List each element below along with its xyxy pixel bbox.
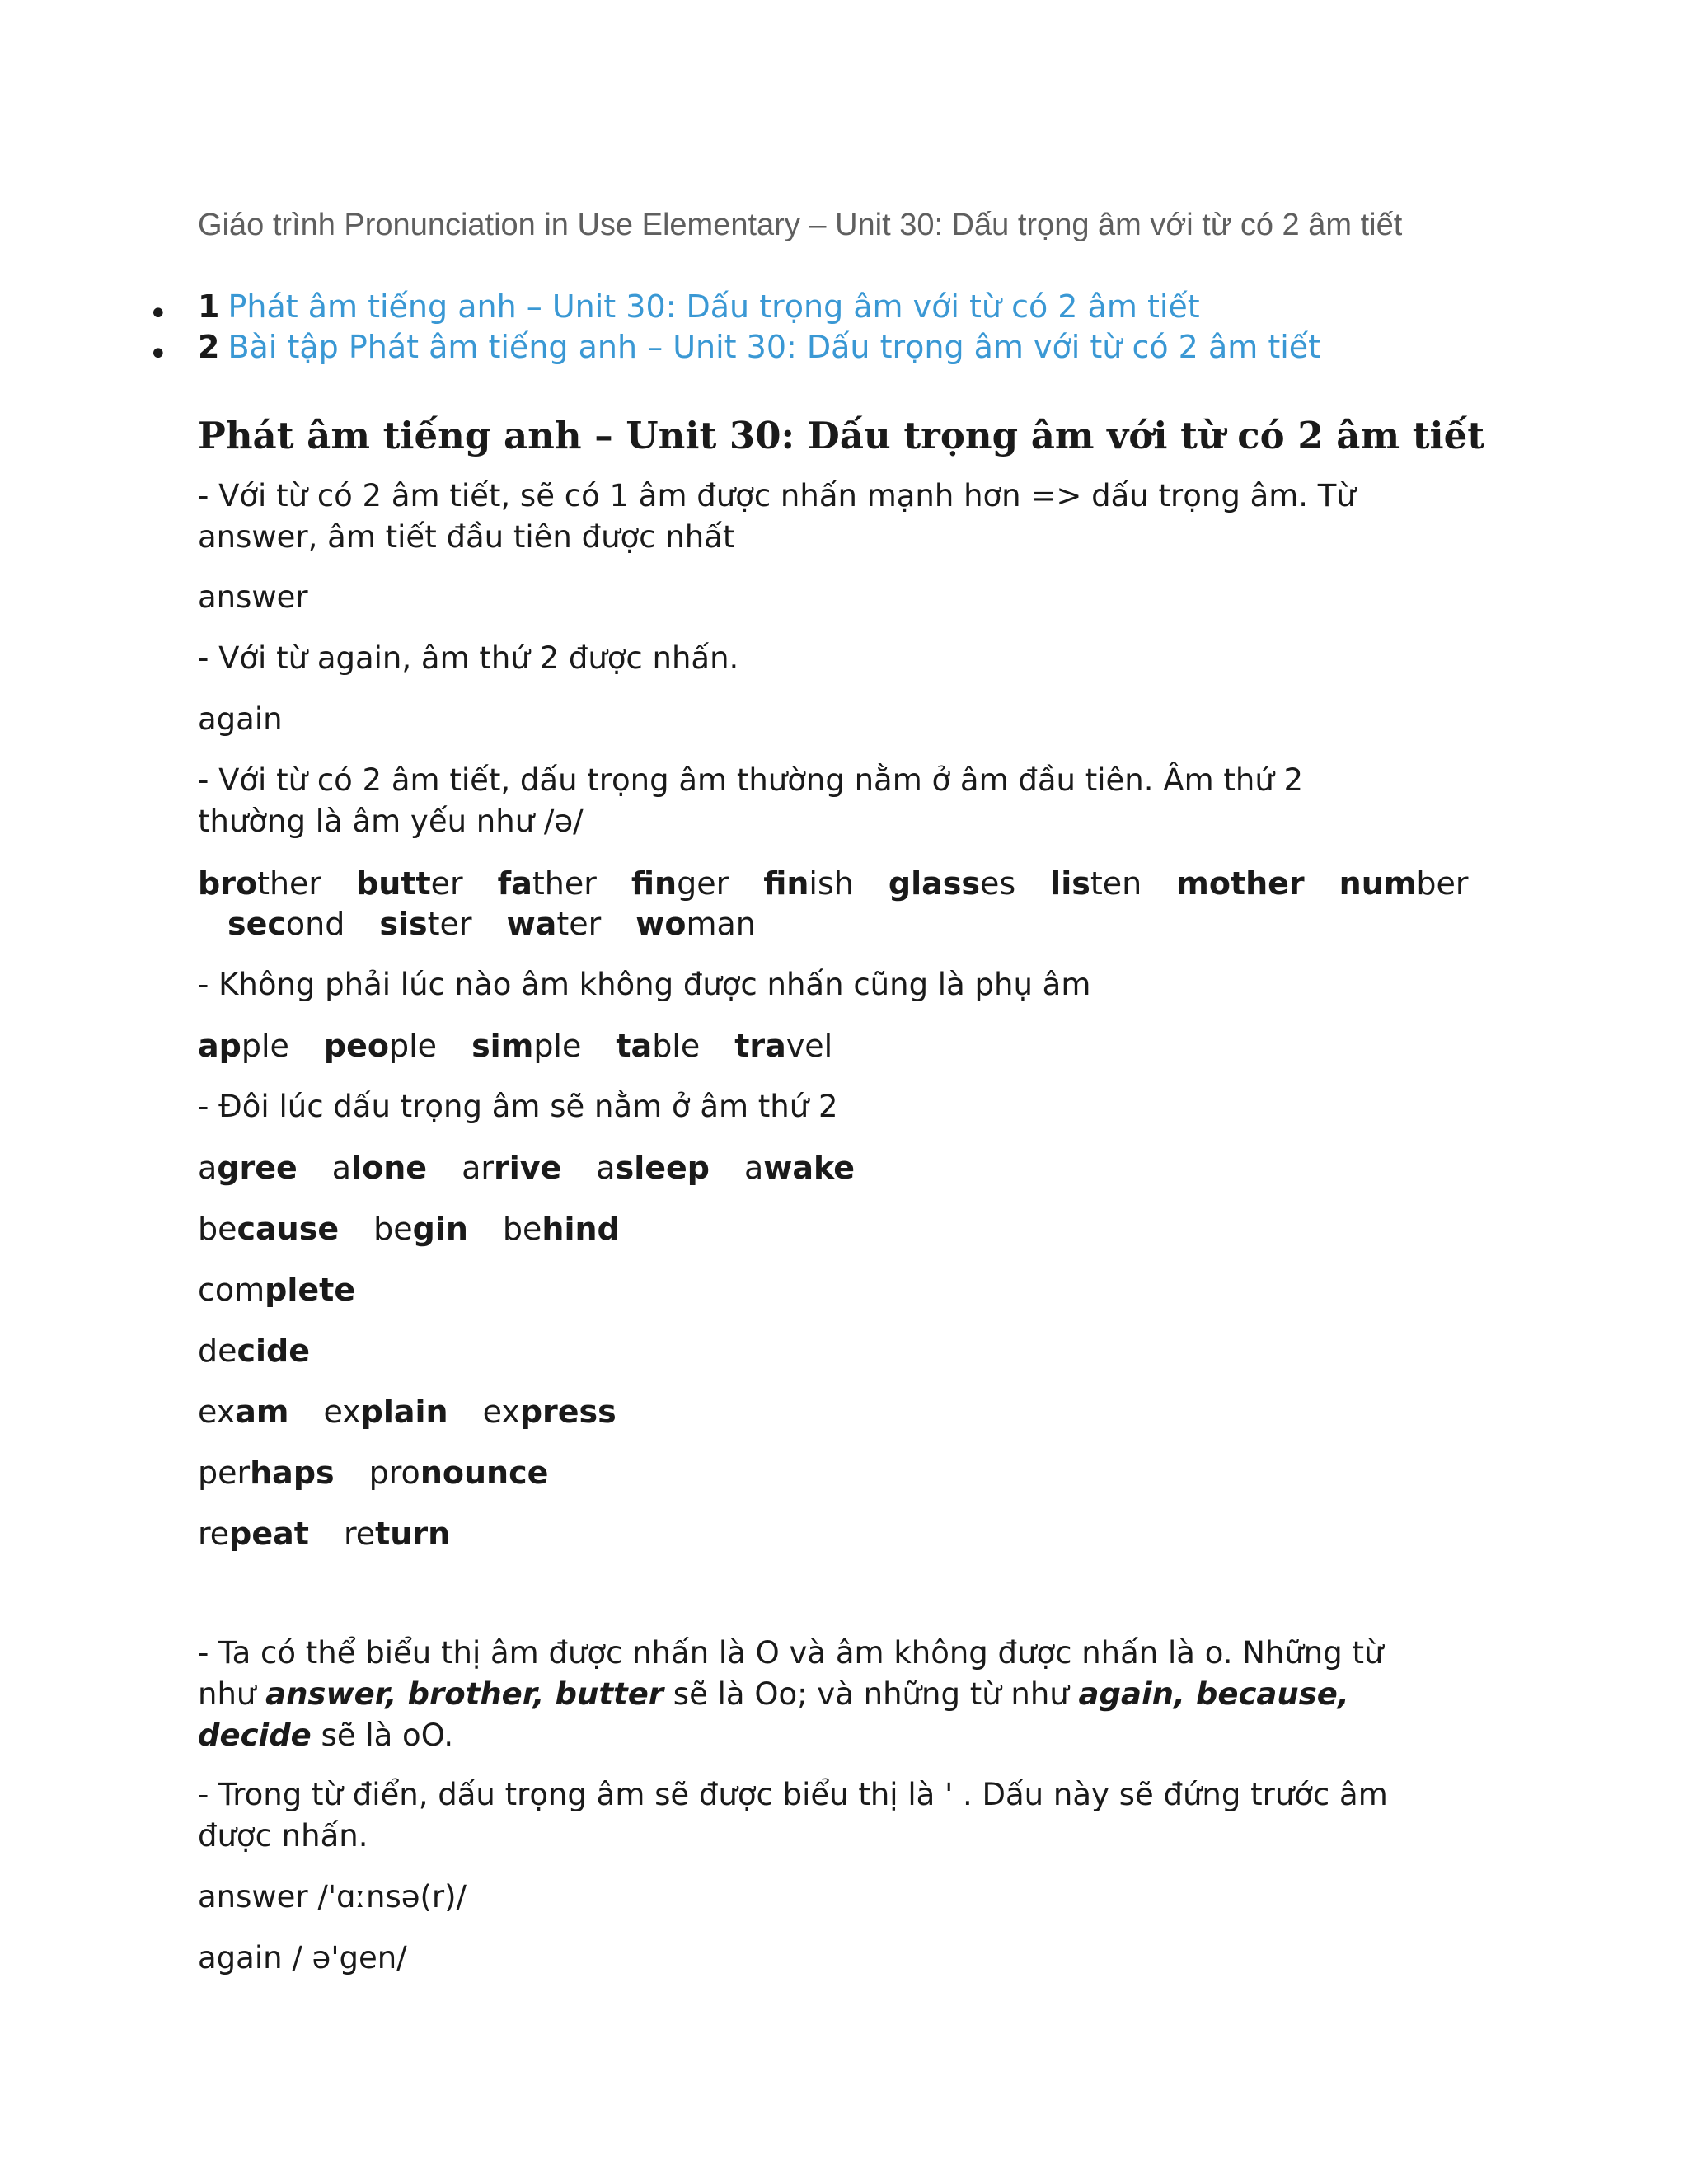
text-line: answer, âm tiết đầu tiên được nhất [198,519,735,555]
stressed-syllable: sim [471,1028,534,1064]
stressed-syllable: sec [227,906,286,942]
word-list [227,903,790,944]
unstressed-syllable: vel [785,1028,833,1064]
stressed-syllable: butt [356,865,431,902]
word-item [507,906,602,942]
toc-item[interactable] [148,288,1320,333]
word-item [889,865,1015,902]
word-item [1050,865,1142,902]
word-item [616,1028,700,1064]
word-item [596,1150,710,1186]
unstressed-syllable: ar [462,1150,494,1186]
word-item [332,1150,427,1186]
unstressed-syllable: ish [809,865,854,902]
toc-item[interactable] [148,329,1321,373]
stressed-syllable: peo [323,1028,389,1064]
word-list [198,1391,651,1432]
word-item [369,1455,549,1491]
stressed-syllable: nounce [420,1455,549,1491]
word-list [198,1513,485,1554]
stressed-syllable: turn [375,1516,451,1552]
unstressed-syllable: be [373,1211,413,1247]
bullet-icon: • [148,335,168,373]
ipa-example: answer /'ɑːnsə(r)/ [198,1879,467,1915]
paragraph [198,476,1500,558]
stressed-syllable: press [519,1394,617,1430]
word-item [356,865,463,902]
word-item [198,1394,288,1430]
text-line: decide sẽ là oO. [198,1718,454,1753]
stressed-syllable: ap [198,1028,241,1064]
unstressed-syllable: be [502,1211,542,1247]
word-list [198,863,1503,904]
word-item [324,1028,437,1064]
stressed-syllable: am [235,1394,289,1430]
unstressed-syllable: a [331,1150,352,1186]
word-item [323,1394,448,1430]
unstressed-syllable: ther [532,865,597,902]
text-line: được nhấn. [198,1818,368,1854]
word-item [198,1455,335,1491]
unstressed-syllable: a [198,1150,218,1186]
stressed-syllable: glass [888,865,980,902]
word-item [734,1028,832,1064]
word-list [198,1025,867,1066]
stressed-syllable: fin [763,865,809,902]
stressed-syllable: lone [351,1150,428,1186]
word-list [198,1269,390,1310]
bullet-icon: • [148,295,168,333]
unstressed-syllable: ble [652,1028,701,1064]
paragraph [198,1774,1500,1857]
unstressed-syllable: re [343,1516,376,1552]
text-line: như answer, brother, butter sẽ là Oo; và những từ như again, because, [198,1676,1349,1712]
stressed-syllable: hind [542,1211,620,1247]
unstressed-syllable: ond [285,906,345,942]
table-of-contents [148,288,1321,373]
stressed-syllable: mother [1176,865,1305,902]
text-line: - Ta có thể biểu thị âm được nhấn là O và âm không được nhấn là o. Những từ [198,1635,1384,1671]
paragraph: - Đôi lúc dấu trọng âm sẽ nằm ở âm thứ 2 [198,1089,838,1124]
unstressed-syllable: es [979,865,1016,902]
toc-link[interactable]: Bài tập Phát âm tiếng anh – Unit 30: Dấu trọng âm với từ có 2 âm tiết [227,329,1321,365]
word-item [373,1211,468,1247]
word-list [198,1147,889,1188]
unstressed-syllable: com [198,1272,265,1308]
word-item [462,1150,561,1186]
word-item [471,1028,581,1064]
text-line: - Trong từ điển, dấu trọng âm sẽ được biểu thị là ' . Dấu này sẽ đứng trước âm [198,1777,1388,1812]
paragraph: - Không phải lúc nào âm không được nhấn cũng là phụ âm [198,967,1091,1002]
stressed-syllable: wake [763,1150,856,1186]
stressed-syllable: fin [631,865,678,902]
unstressed-syllable: ex [482,1394,520,1430]
paragraph [198,1633,1500,1756]
stressed-syllable: plain [360,1394,448,1430]
paragraph: - Với từ again, âm thứ 2 được nhấn. [198,640,739,676]
example-word: answer [198,579,308,615]
unstressed-syllable: ex [323,1394,361,1430]
stressed-syllable: cause [237,1211,340,1247]
word-list [198,1208,654,1249]
word-list [198,1452,583,1493]
toc-link[interactable]: Phát âm tiếng anh – Unit 30: Dấu trọng âm với từ có 2 âm tiết [227,288,1200,325]
word-item [1339,865,1469,902]
stressed-syllable: rive [493,1150,562,1186]
word-item [631,865,729,902]
stressed-syllable: sleep [615,1150,710,1186]
unstressed-syllable: ther [257,865,322,902]
unstressed-syllable: per [198,1455,251,1491]
word-item [198,1333,310,1369]
text-line: - Với từ có 2 âm tiết, dấu trọng âm thường nằm ở âm đầu tiên. Âm thứ 2 [198,762,1304,798]
stressed-syllable: wo [635,906,687,942]
toc-number: 1 [198,288,220,325]
stressed-syllable: peat [229,1516,309,1552]
text-line: - Với từ có 2 âm tiết, sẽ có 1 âm được nhấn mạnh hơn => dấu trọng âm. Từ [198,478,1356,513]
stressed-syllable: bro [198,865,258,902]
unstressed-syllable: ter [427,906,472,942]
unstressed-syllable: a [743,1150,764,1186]
toc-number: 2 [198,329,220,365]
word-list [198,1330,345,1371]
unstressed-syllable: er [430,865,463,902]
document-title: Giáo trình Pronunciation in Use Elementary – Unit 30: Dấu trọng âm với từ có 2 âm tiết [198,208,1403,242]
word-item [744,1150,855,1186]
stressed-syllable: lis [1050,865,1090,902]
word-item [635,906,756,942]
word-item [483,1394,617,1430]
word-item [198,1028,289,1064]
stressed-syllable: plete [265,1272,356,1308]
word-item [503,1211,620,1247]
word-item [198,865,321,902]
text-line: thường là âm yếu như /ə/ [198,804,584,839]
word-item [227,906,345,942]
unstressed-syllable: re [198,1516,230,1552]
stressed-syllable: sis [379,906,428,942]
stressed-syllable: gin [412,1211,468,1247]
unstressed-syllable: man [686,906,756,942]
stressed-syllable: ta [616,1028,653,1064]
unstressed-syllable: de [198,1333,237,1369]
stressed-syllable: gree [217,1150,298,1186]
word-item [198,1272,355,1308]
word-item [198,1516,309,1552]
word-item [763,865,854,902]
stressed-syllable: tra [734,1028,786,1064]
word-item [198,1150,298,1186]
unstressed-syllable: ten [1090,865,1142,902]
unstressed-syllable: ter [556,906,602,942]
unstressed-syllable: ex [198,1394,236,1430]
unstressed-syllable: be [198,1211,237,1247]
stressed-syllable: num [1339,865,1417,902]
word-item [498,865,597,902]
unstressed-syllable: ber [1416,865,1469,902]
unstressed-syllable: ple [389,1028,438,1064]
word-item [1176,865,1304,902]
example-word: again [198,701,283,737]
stressed-syllable: cide [237,1333,311,1369]
unstressed-syllable: a [596,1150,616,1186]
unstressed-syllable: ger [677,865,729,902]
stressed-syllable: wa [506,906,557,942]
unstressed-syllable: pro [368,1455,420,1491]
word-item [198,1211,339,1247]
word-item [344,1516,450,1552]
word-item [379,906,471,942]
stressed-syllable: fa [497,865,532,902]
unstressed-syllable: ple [533,1028,582,1064]
stressed-syllable: haps [250,1455,335,1491]
paragraph [198,760,1500,842]
unstressed-syllable: ple [241,1028,289,1064]
ipa-example: again / ə'gen/ [198,1940,407,1975]
section-heading: Phát âm tiếng anh – Unit 30: Dấu trọng âm với từ có 2 âm tiết [198,414,1485,457]
